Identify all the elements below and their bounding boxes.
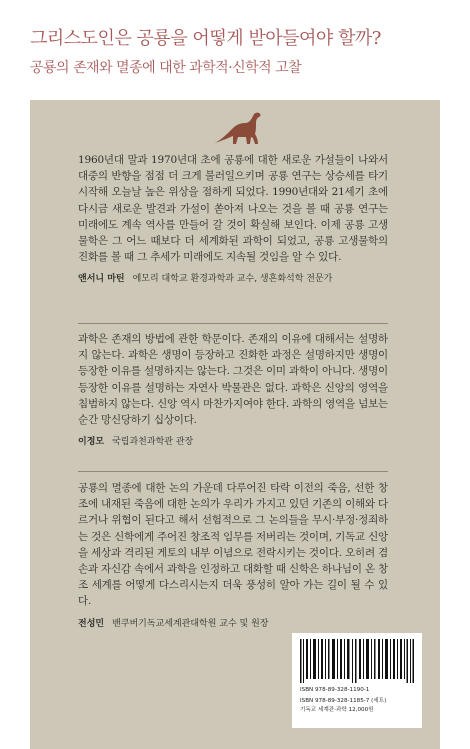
endorser-name: 전성민 xyxy=(78,618,105,629)
quote-text: 과학은 존재의 방법에 관한 학문이다. 존재의 이유에 대해서는 설명하지 않는다. 과학은 생명이 등장하고 진화한 과정은 설명하지만 생명이 등장한 이유를 설명하지는 않는다. 그것은 이미 과학이 아니다. 생명이 등장한 이유를 설명하는 자연사 박물관은 없다. 과학은 신앙의 영역을 침범하지 않는다. 신앙 역시 마찬가지여야 한다. 과학의 영역을 넘보는 순간 망신당하기 십상이다. xyxy=(78,333,388,427)
dinosaur-silhouette-icon xyxy=(212,110,268,146)
book-subtitle: 공룡의 존재와 멸종에 대한 과학적·신학적 고찰 xyxy=(30,60,302,76)
book-category: 기독교 세계관·과학 xyxy=(300,707,347,713)
quote-attribution xyxy=(78,434,388,447)
isbn-main: ISBN 978-89-328-1190-1 xyxy=(300,687,370,693)
endorser-affiliation: 밴쿠버기독교세계관대학원 교수 및 원장 xyxy=(112,618,269,629)
endorser-name: 이정모 xyxy=(78,437,105,448)
quote-divider xyxy=(78,323,388,324)
book-title: 그리스도인은 공룡을 어떻게 받아들여야 할까? xyxy=(30,28,381,49)
endorsement-quote-3 xyxy=(78,480,388,629)
quote-attribution xyxy=(78,616,388,629)
endorsement-quote-2 xyxy=(78,331,388,447)
endorser-name: 앤서니 마틴 xyxy=(78,274,125,285)
barcode-icon xyxy=(300,639,414,683)
endorser-affiliation: 국립과천과학관 관장 xyxy=(112,437,194,448)
cover-header xyxy=(0,0,470,100)
endorser-affiliation: 에모리 대학교 환경과학과 교수, 생흔화석학 전문가 xyxy=(132,274,333,285)
quote-text: 1960년대 말과 1970년대 초에 공룡에 대한 새로운 가설들이 나와서 대중의 반향을 점점 더 크게 불러일으키며 공룡 연구는 상승세를 타기 시작해 오늘날 높은 위상을 점하게 되었다. 1990년대와 21세기 초에 다시금 새로운 발견과 가설이 쏟아져 나오는 것을 볼 때 공룡 연구는 미래에도 계속 역사를 만들어 갈 것이 확실해 보인다. 이제 공룡 고생물학은 그 어느 때보다 더 세계화된 과학이 되었고, 공룡 고생물학의 진화를 볼 때 그 추세가 미래에도 지속될 것임을 알 수 있다. xyxy=(78,154,388,264)
book-price: 12,000원 xyxy=(348,707,374,713)
endorsement-quote-1 xyxy=(78,152,388,284)
quote-text: 공룡의 멸종에 대한 논의 가운데 다루어진 타락 이전의 죽음, 선한 창조에 내재된 죽음에 대한 논의가 우리가 가지고 있던 기존의 이해와 다르거나 위협이 된다고 해서 선험적으로 그 논의들을 무시·부정·정죄하는 것은 신학에게 주어진 창조적 임무를 저버리는 것이며, 기독교 신앙을 세상과 격리된 게토의 내부 이념으로 전락시키는 것이다. 오히려 겸손과 자신감 속에서 과학을 인정하고 대화할 때 신학은 하나님이 온 창조 세계를 어떻게 다스리시는지 더욱 풍성히 알아 가는 길이 될 수 있다. xyxy=(78,482,388,608)
isbn-set: ISBN 978-89-328-1185-7 (세트) xyxy=(300,698,387,704)
isbn-barcode-box xyxy=(292,633,422,728)
quote-attribution xyxy=(78,271,388,284)
category-price xyxy=(300,705,374,713)
quote-divider xyxy=(78,471,388,472)
